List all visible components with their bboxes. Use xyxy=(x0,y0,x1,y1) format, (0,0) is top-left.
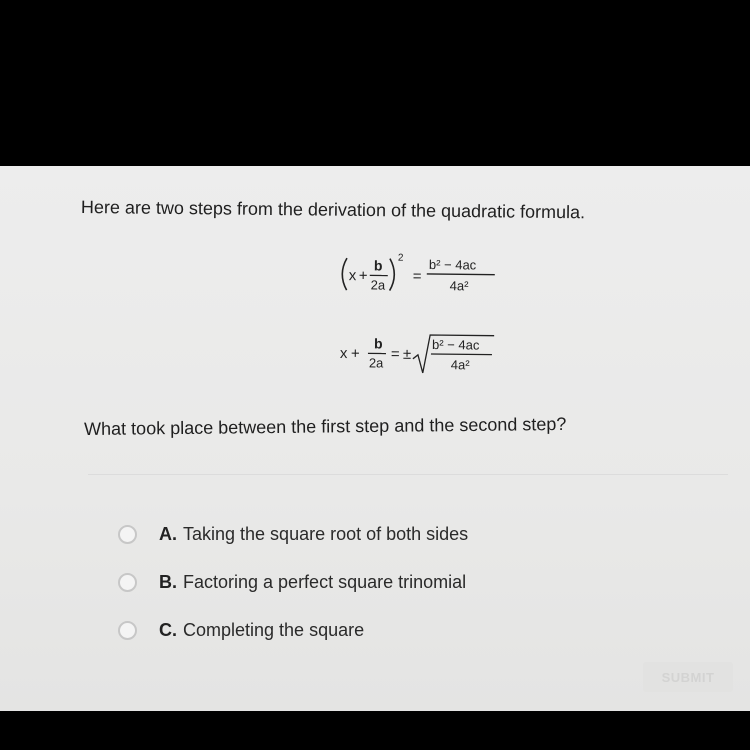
step1-frac-num: b xyxy=(373,257,383,274)
option-b[interactable] xyxy=(118,558,618,606)
step1-equals: = xyxy=(412,267,422,285)
option-c[interactable] xyxy=(118,606,618,654)
option-a-label[interactable] xyxy=(159,524,468,545)
step1-exponent: 2 xyxy=(397,252,404,264)
step1-frac-den: 2a xyxy=(370,277,386,293)
step2-frac-num: b xyxy=(373,335,383,352)
question-screen xyxy=(0,166,750,711)
equations xyxy=(334,254,505,386)
question-text: Here are two steps from the derivation of the quadratic formula. xyxy=(80,197,586,223)
step2-frac-den: 2a xyxy=(368,355,384,371)
option-c-label[interactable] xyxy=(159,620,364,641)
radio-c[interactable] xyxy=(118,621,137,640)
option-c-letter: C. xyxy=(159,619,177,640)
radio-b[interactable] xyxy=(118,573,137,592)
step2-x: x xyxy=(339,345,348,363)
equation-step-1 xyxy=(342,252,495,294)
submit-button[interactable]: SUBMIT xyxy=(643,662,733,692)
option-b-text: Factoring a perfect square trinomial xyxy=(183,571,467,592)
step2-rhs-den: 4a² xyxy=(450,357,470,373)
step1-rhs-bar xyxy=(427,274,495,275)
option-a[interactable] xyxy=(118,510,618,558)
divider xyxy=(88,474,728,475)
step1-plus: + xyxy=(358,267,368,285)
step2-rhs-bar xyxy=(431,354,492,355)
prompt-text: What took place between the first step and the second step? xyxy=(84,413,567,439)
answer-options xyxy=(118,510,618,654)
equations-svg xyxy=(334,254,505,386)
option-a-letter: A. xyxy=(159,523,177,544)
step2-plus: + xyxy=(350,345,360,363)
option-a-text: Taking the square root of both sides xyxy=(183,523,469,544)
option-b-letter: B. xyxy=(159,571,177,592)
step2-rhs-num: b² − 4ac xyxy=(431,337,480,353)
step2-equals: = xyxy=(390,345,400,363)
step1-x: x xyxy=(348,267,357,285)
option-c-text: Completing the square xyxy=(183,619,365,640)
option-b-label[interactable] xyxy=(159,572,466,593)
left-paren xyxy=(342,258,347,290)
step2-plus-minus: ± xyxy=(402,345,412,363)
step1-rhs-num: b² − 4ac xyxy=(428,256,477,273)
step1-rhs-den: 4a² xyxy=(449,278,469,294)
equation-step-2 xyxy=(340,334,494,374)
right-paren xyxy=(390,259,395,291)
radio-a[interactable] xyxy=(118,525,137,544)
